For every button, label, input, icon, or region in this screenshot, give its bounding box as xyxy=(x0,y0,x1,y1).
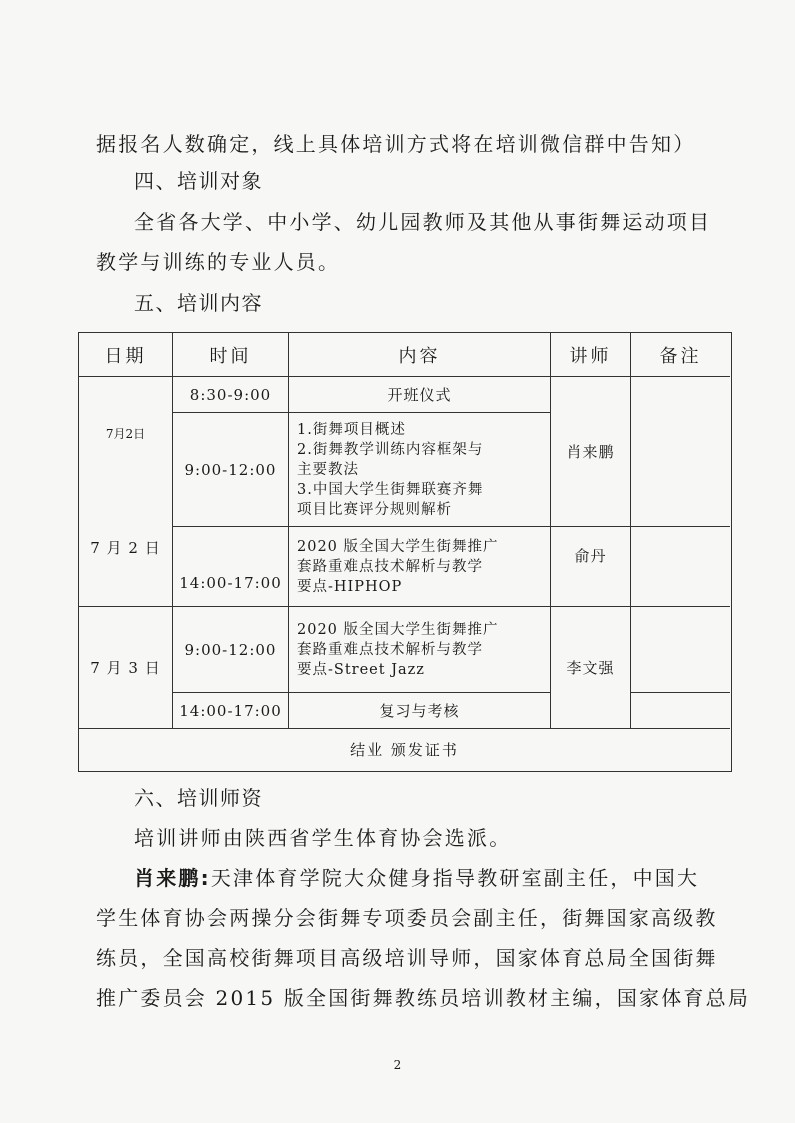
content-line: 2020 版全国大学生街舞推广 xyxy=(297,538,499,555)
content-line: 套路重难点技术解析与教学 xyxy=(297,558,483,575)
time-cell: 9:00-12:00 xyxy=(173,607,289,693)
content-line: 2.街舞教学训练内容框架与 xyxy=(297,441,484,458)
schedule-table xyxy=(78,332,732,772)
bio-name: 肖来鹏: xyxy=(134,866,211,890)
remarks-cell xyxy=(631,377,730,527)
paragraph-line: 培训讲师由陕西省学生体育协会选派。 xyxy=(134,826,512,850)
header-lecturer: 讲师 xyxy=(551,333,631,377)
content-line: 要点-HIPHOP xyxy=(297,578,403,595)
content-line: 项目比赛评分规则解析 xyxy=(297,501,452,518)
table-footer: 结业 颁发证书 xyxy=(350,741,459,759)
lecturer-cell: 肖来鹏 xyxy=(551,377,631,527)
content-line: 要点-Street Jazz xyxy=(297,661,425,678)
header-time: 时间 xyxy=(173,333,289,377)
paragraph-line: 教学与训练的专业人员。 xyxy=(96,250,341,274)
date-cell-day1 xyxy=(79,377,173,607)
page-number: 2 xyxy=(393,1058,402,1072)
time-cell: 9:00-12:00 xyxy=(173,413,289,527)
content-line: 主要教法 xyxy=(297,461,359,478)
bio-first-line xyxy=(134,862,705,891)
paragraph-line: 练员，全国高校街舞项目高级培训导师，国家体育总局全国街舞 xyxy=(96,946,718,970)
content-line: 1.街舞项目概述 xyxy=(297,421,406,438)
lecturer-cell: 俞丹 xyxy=(551,527,631,607)
paragraph-line: 学生体育协会两操分会街舞专项委员会副主任，街舞国家高级教 xyxy=(96,906,718,930)
header-date: 日期 xyxy=(79,333,173,377)
section-heading-teachers: 六、培训师资 xyxy=(134,786,263,810)
header-content: 内容 xyxy=(289,333,551,377)
content-cell: 复习与考核 xyxy=(289,693,551,729)
content-line: 2020 版全国大学生街舞推广 xyxy=(297,621,499,638)
section-heading-audience: 四、培训对象 xyxy=(134,169,263,193)
remarks-cell xyxy=(631,607,730,693)
time-cell: 14:00-17:00 xyxy=(173,693,289,729)
date-label: 7 月 2 日 xyxy=(90,539,161,558)
remarks-cell xyxy=(631,527,730,607)
content-cell xyxy=(289,413,551,527)
bio-text: 天津体育学院大众健身指导教研室副主任，中国大 xyxy=(210,866,700,890)
content-cell xyxy=(289,527,551,607)
content-line: 3.中国大学生街舞联赛齐舞 xyxy=(297,481,484,498)
content-cell: 开班仪式 xyxy=(289,377,551,413)
paragraph-line: 据报名人数确定，线上具体培训方式将在培训微信群中告知） xyxy=(96,132,696,156)
paragraph-line: 推广委员会 2015 版全国街舞教练员培训教材主编，国家体育总局 xyxy=(96,986,751,1010)
time-cell: 8:30-9:00 xyxy=(173,377,289,413)
date-cell-day2: 7 月 3 日 xyxy=(79,607,173,729)
lecturer-cell: 李文强 xyxy=(551,607,631,729)
remarks-cell xyxy=(631,693,730,729)
time-cell: 14:00-17:00 xyxy=(173,527,289,607)
date-label-small: 7月2日 xyxy=(105,426,146,441)
section-heading-content: 五、培训内容 xyxy=(134,291,263,315)
header-remarks: 备注 xyxy=(631,333,730,377)
content-line: 套路重难点技术解析与教学 xyxy=(297,641,483,658)
paragraph-line: 全省各大学、中小学、幼儿园教师及其他从事街舞运动项目 xyxy=(134,210,712,234)
content-cell xyxy=(289,607,551,693)
